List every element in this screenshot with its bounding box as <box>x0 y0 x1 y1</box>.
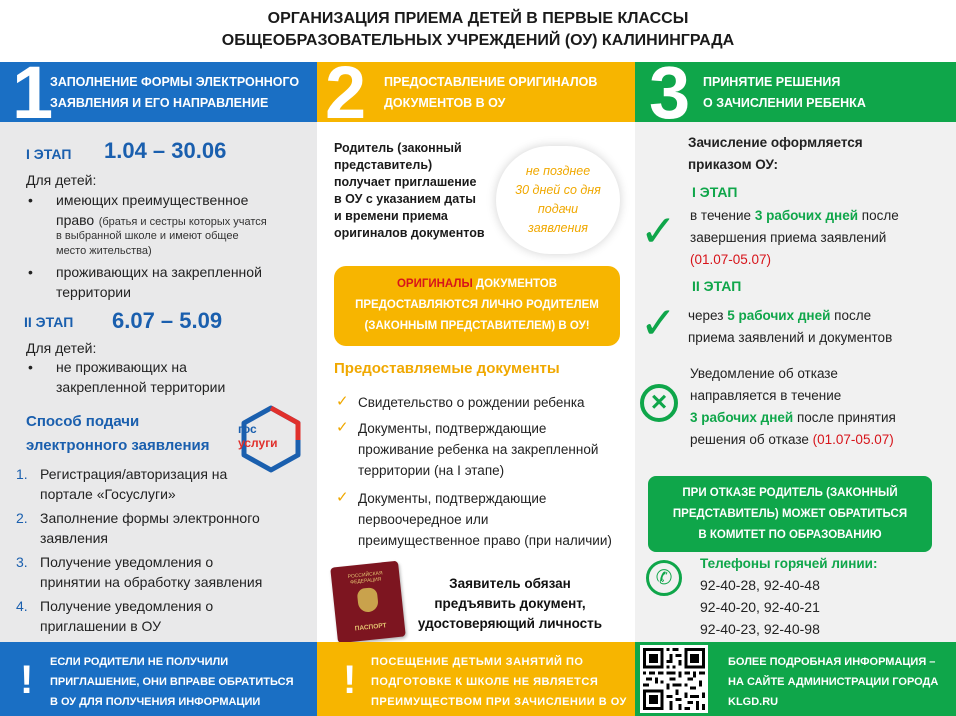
list-item-1-b: портале «Госуслуги» <box>40 486 176 502</box>
footer-line: ПРЕИМУЩЕСТВОМ ПРИ ЗАЧИСЛЕНИИ В ОУ <box>371 696 627 708</box>
deadline-line: 30 дней со дня <box>515 183 601 197</box>
qr-code-icon <box>643 648 705 710</box>
applicant-line: Заявитель обязан <box>449 576 571 591</box>
intro-line: представитель) <box>334 158 433 172</box>
doc-item-2 <box>358 418 598 481</box>
list-item-3-a: Получение уведомления о <box>40 554 214 570</box>
bullet-dot: • <box>28 359 33 375</box>
list-item-4-b: приглашении в ОУ <box>40 618 162 634</box>
doc-line: преимущественное право (при наличии) <box>358 533 612 548</box>
step-2-banner <box>317 62 635 122</box>
list-item-3-b: принятии на обработку заявления <box>40 574 263 590</box>
s2-item1-line-a: не проживающих на <box>56 359 187 375</box>
s1-green: 3 рабочих дней <box>754 208 859 223</box>
bullet-dot: • <box>28 192 33 208</box>
step-1-title-line1: ЗАПОЛНЕНИЕ ФОРМЫ ЭЛЕКТРОННОГО <box>50 75 300 89</box>
s1-item1-right: право <box>56 212 95 228</box>
footer-line: ЕСЛИ РОДИТЕЛИ НЕ ПОЛУЧИЛИ <box>50 656 229 668</box>
hotline-phones <box>700 574 820 640</box>
step-3-title-line2: О ЗАЧИСЛЕНИИ РЕБЕНКА <box>703 96 866 110</box>
check-icon: ✓ <box>640 299 677 348</box>
exclamation-icon: ! <box>343 658 357 702</box>
stage1-line-b: завершения приема заявлений <box>690 230 887 245</box>
doc-item-3 <box>358 488 612 551</box>
footer-line: В ОУ ДЛЯ ПОЛУЧЕНИЯ ИНФОРМАЦИИ <box>50 696 261 708</box>
step-2-number: 2 <box>325 62 367 122</box>
step-1-banner <box>0 62 317 122</box>
footer-yellow <box>317 642 635 716</box>
refuse-line-1: Уведомление об отказе <box>690 366 838 381</box>
deadline-line: заявления <box>528 221 588 235</box>
list-number: 4. <box>16 598 28 614</box>
s1-item2-line-a: проживающих на закрепленной <box>56 264 262 280</box>
list-number: 3. <box>16 554 28 570</box>
right-stage1-label: I ЭТАП <box>692 184 738 200</box>
stage2-decision-text <box>688 305 952 349</box>
refuse-pre: решения об отказе <box>690 432 813 447</box>
parent-invitation-text <box>334 140 504 242</box>
hotline-title: Телефоны горячей линии: <box>700 556 878 571</box>
title-line-2: ОБЩЕОБРАЗОВАТЕЛЬНЫХ УЧРЕЖДЕНИЙ (ОУ) КАЛИНИНГРАДА <box>221 32 735 49</box>
step-2-title-line2: ДОКУМЕНТОВ В ОУ <box>384 96 506 110</box>
intro-line: Родитель (законный <box>334 141 462 155</box>
left-stage1-label: I ЭТАП <box>26 146 72 162</box>
footer-site-link[interactable]: KLGD.RU <box>728 696 779 708</box>
stage1-decision-text <box>690 205 952 271</box>
emblem-icon <box>357 587 379 613</box>
refuse-post: после принятия <box>793 410 896 425</box>
method-line-2: электронного заявления <box>26 437 210 454</box>
list-item-2-a: Заполнение формы электронного <box>40 510 260 526</box>
footer-line: ПОДГОТОВКЕ К ШКОЛЕ НЕ ЯВЛЯЕТСЯ <box>371 676 599 688</box>
refuse-line-3 <box>690 407 952 429</box>
s1-item1-note-b: в выбранной школе и имеют общее <box>56 230 239 242</box>
phone-line: 92-40-28, 92-40-48 <box>700 577 820 593</box>
refuse-line-4 <box>690 429 952 451</box>
applicant-notice <box>404 574 616 634</box>
originals-line-3: (ЗАКОННЫМ ПРЕДСТАВИТЕЛЕМ) В ОУ! <box>364 320 590 332</box>
step-3-banner <box>635 62 956 122</box>
doc-line: Свидетельство о рождении ребенка <box>358 395 585 410</box>
refusal-notice-text <box>690 363 952 451</box>
stage1-line-a <box>690 205 952 227</box>
phone-icon: ✆ <box>646 560 682 596</box>
footer-line: ПОСЕЩЕНИЕ ДЕТЬМИ ЗАНЯТИЙ ПО <box>371 656 584 668</box>
check-icon: ✓ <box>640 207 677 256</box>
step-2-title <box>384 72 597 114</box>
stage1-line-c: (01.07-05.07) <box>690 252 772 267</box>
deadline-note <box>496 146 620 254</box>
s1-item1-line-b <box>56 210 312 230</box>
box-line-3: В КОМИТЕТ ПО ОБРАЗОВАНИЮ <box>698 529 882 541</box>
step-1-number: 1 <box>12 62 54 122</box>
check-icon: ✓ <box>336 419 349 436</box>
intro-line: и времени приема <box>334 209 448 223</box>
list-number: 2. <box>16 510 28 526</box>
gosuslugi-logo <box>236 404 306 474</box>
doc-line: первоочередное или <box>358 512 489 527</box>
s1-pre: в течение <box>690 208 755 223</box>
s2-post: после <box>830 308 872 323</box>
applicant-line: предъявить документ, <box>434 596 586 611</box>
bullet-dot: • <box>28 264 33 280</box>
page-title <box>0 8 956 52</box>
for-children-1: Для детей: <box>26 172 97 188</box>
left-stage2-label: II ЭТАП <box>24 314 74 330</box>
enrollment-order-text <box>688 132 863 176</box>
originals-line-1 <box>334 274 620 295</box>
step-3-title <box>703 72 866 114</box>
passport-top-text: РОССИЙСКАЯ ФЕДЕРАЦИЯ <box>347 570 383 586</box>
right-stage2-label: II ЭТАП <box>692 278 742 294</box>
doc-line: территории (на I этапе) <box>358 463 505 478</box>
check-icon: ✓ <box>336 489 349 506</box>
doc-line: Документы, подтверждающие <box>358 421 547 436</box>
doc-line: проживание ребенка на закрепленной <box>358 442 599 457</box>
footer-line: ПРИГЛАШЕНИЕ, ОНИ ВПРАВЕ ОБРАТИТЬСЯ <box>50 676 294 688</box>
deadline-line: подачи <box>537 202 579 216</box>
s1-item1-note-a: (братья и сестры которых учатся <box>98 216 267 228</box>
deadline-line: не позднее <box>525 164 591 178</box>
stage2-line-b: приема заявлений и документов <box>688 330 893 345</box>
s1-post: после <box>858 208 899 223</box>
step-1-title-line2: ЗАЯВЛЕНИЯ И ЕГО НАПРАВЛЕНИЕ <box>50 96 269 110</box>
check-icon: ✓ <box>336 393 349 410</box>
exclamation-icon: ! <box>20 658 34 702</box>
step-2-title-line1: ПРЕДОСТАВЛЕНИЕ ОРИГИНАЛОВ <box>384 75 598 89</box>
refuse-red: (01.07-05.07) <box>812 432 894 447</box>
box-line-2: ПРЕДСТАВИТЕЛЬ) МОЖЕТ ОБРАТИТЬСЯ <box>672 508 908 520</box>
refuse-green: 3 рабочих дней <box>690 410 794 425</box>
qr-code[interactable] <box>640 645 708 713</box>
s2-green: 5 рабочих дней <box>727 308 831 323</box>
title-line-1: ОРГАНИЗАЦИЯ ПРИЕМА ДЕТЕЙ В ПЕРВЫЕ КЛАССЫ <box>267 10 689 27</box>
step-3-number: 3 <box>649 62 691 122</box>
s1-item1-line-a: имеющих преимущественное <box>56 192 249 208</box>
originals-red-word: ОРИГИНАЛЫ <box>396 278 473 290</box>
cross-circle-icon: × <box>640 384 678 422</box>
footer-line: БОЛЕЕ ПОДРОБНАЯ ИНФОРМАЦИЯ – <box>728 656 936 668</box>
footer-yellow-text <box>371 652 627 712</box>
list-number: 1. <box>16 466 28 482</box>
doc-line: Документы, подтверждающие <box>358 491 547 506</box>
phone-line: 92-40-20, 92-40-21 <box>700 599 820 615</box>
originals-line-1-rest: ДОКУМЕНТОВ <box>472 278 558 290</box>
left-stage2-dates: 6.07 – 5.09 <box>112 308 223 333</box>
documents-title: Предоставляемые документы <box>334 360 560 377</box>
list-item-1-a: Регистрация/авторизация на <box>40 466 228 482</box>
intro-line: оригиналов документов <box>334 226 485 240</box>
enroll-line-1: Зачисление оформляется <box>688 135 863 150</box>
gosuslugi-logo-bottom: услуги <box>238 436 278 450</box>
originals-notice-box <box>334 266 620 346</box>
s2-item1-line-b: закрепленной территории <box>56 379 226 395</box>
phone-line: 92-40-23, 92-40-98 <box>700 621 820 637</box>
footer-line: НА САЙТЕ АДМИНИСТРАЦИИ ГОРОДА <box>728 676 939 688</box>
s1-item2-line-b: территории <box>56 284 131 300</box>
refusal-committee-box <box>648 476 932 552</box>
box-line-1: ПРИ ОТКАЗЕ РОДИТЕЛЬ (ЗАКОННЫЙ <box>682 487 898 499</box>
passport-label: ПАСПОРТ <box>354 622 387 633</box>
gosuslugi-logo-top: гос <box>238 422 257 436</box>
intro-line: получает приглашение <box>334 175 477 189</box>
list-item-2-b: заявления <box>40 530 108 546</box>
refuse-line-2: направляется в течение <box>690 388 842 403</box>
passport-image <box>330 561 406 644</box>
submission-method-title <box>26 410 210 458</box>
enroll-line-2: приказом ОУ: <box>688 157 779 172</box>
footer-blue <box>0 642 317 716</box>
stage2-line-a <box>688 305 952 327</box>
step-3-title-line1: ПРИНЯТИЕ РЕШЕНИЯ <box>703 75 841 89</box>
method-line-1: Способ подачи <box>26 413 140 430</box>
s2-pre: через <box>688 308 728 323</box>
s1-item1-note-c: место жительства) <box>56 245 152 257</box>
intro-line: в ОУ с указанием даты <box>334 192 476 206</box>
footer-blue-text <box>50 652 293 712</box>
step-1-title <box>50 72 299 114</box>
doc-item-1 <box>358 392 585 413</box>
applicant-line: удостоверяющий личность <box>417 616 603 631</box>
originals-line-2: ПРЕДОСТАВЛЯЮТСЯ ЛИЧНО РОДИТЕЛЕМ <box>355 299 599 311</box>
list-item-4-a: Получение уведомления о <box>40 598 214 614</box>
footer-green-text <box>728 652 938 712</box>
for-children-2: Для детей: <box>26 340 97 356</box>
left-stage1-dates: 1.04 – 30.06 <box>104 138 227 163</box>
